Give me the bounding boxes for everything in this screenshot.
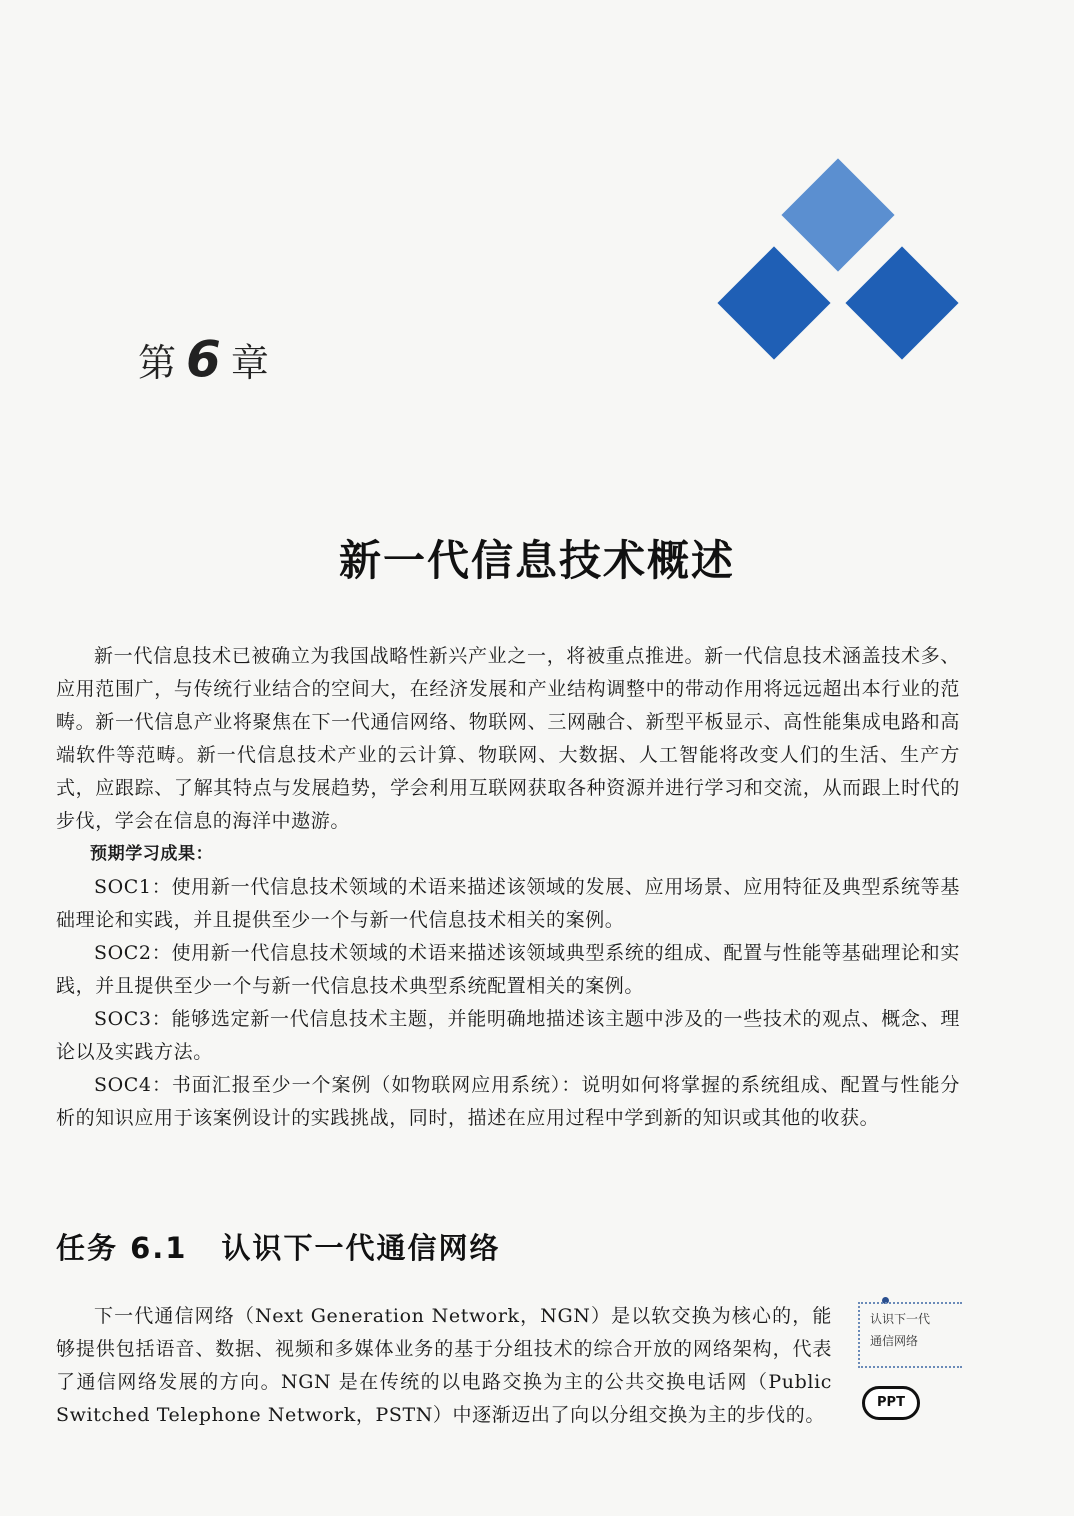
outcome-item: SOC4：书面汇报至少一个案例（如物联网应用系统）：说明如何将掌握的系统组成、配置与性能分析的知识应用于该案例设计的实践挑战，同时，描述在应用过程中学到新的知识或其他的收获。 (56, 1074, 960, 1129)
side-note-box (858, 1302, 962, 1368)
section-title: 认识下一代通信网络 (221, 1231, 501, 1265)
ngn-paragraph: 下一代通信网络（Next Generation Network，NGN）是以软交换为核心的，能够提供包括语音、数据、视频和多媒体业务的基于分组技术的综合开放的网络架构，代表了通信网络发展的方向。NGN 是在传统的以电路交换为主的公共交换电话网（Public Switched Telephone Network，PSTN）中逐渐迈出了向以分组交换为主的步伐的。 (56, 1305, 832, 1426)
outcomes-heading: 预期学习成果： (90, 844, 214, 864)
ppt-badge[interactable]: PPT (862, 1386, 920, 1420)
page-title: 新一代信息技术概述 (338, 536, 735, 585)
section-label: 任务 6.1 (56, 1231, 188, 1265)
side-note-line1: 认识下一代 (870, 1312, 931, 1326)
outcome-item: SOC2：使用新一代信息技术领域的术语来描述该领域典型系统的组成、配置与性能等基础理论和实践，并且提供至少一个与新一代信息技术典型系统配置相关的案例。 (56, 942, 960, 997)
outcome-item: SOC1：使用新一代信息技术领域的术语来描述该领域的发展、应用场景、应用特征及典型系统等基础理论和实践，并且提供至少一个与新一代信息技术相关的案例。 (56, 876, 960, 931)
decorative-diamond-right (845, 246, 958, 359)
chapter-suffix: 章 (230, 341, 271, 385)
ngn-section (56, 1300, 832, 1432)
chapter-prefix: 第 (138, 341, 179, 385)
intro-paragraph: 新一代信息技术已被确立为我国战略性新兴产业之一，将被重点推进。新一代信息技术涵盖技术多、应用范围广，与传统行业结合的空间大，在经济发展和产业结构调整中的带动作用将远远超出本行业的范畴。新一代信息产业将聚焦在下一代通信网络、物联网、三网融合、新型平板显示、高性能集成电路和高端软件等范畴。新一代信息技术产业的云计算、物联网、大数据、人工智能将改变人们的生活、生产方式，应跟踪、了解其特点与发展趋势，学会利用互联网获取各种资源并进行学习和交流，从而跟上时代的步伐，学会在信息的海洋中遨游。 (56, 645, 960, 832)
outcome-item: SOC3：能够选定新一代信息技术主题，并能明确地描述该主题中涉及的一些技术的观点、概念、理论以及实践方法。 (56, 1008, 960, 1063)
decorative-diamond-top (781, 158, 894, 271)
decorative-diamond-left (717, 246, 830, 359)
chapter-heading (138, 330, 271, 388)
section-heading (56, 1226, 501, 1267)
intro-section (56, 640, 960, 1135)
side-note-line2: 通信网络 (870, 1334, 919, 1348)
chapter-number: 6 (186, 330, 223, 388)
